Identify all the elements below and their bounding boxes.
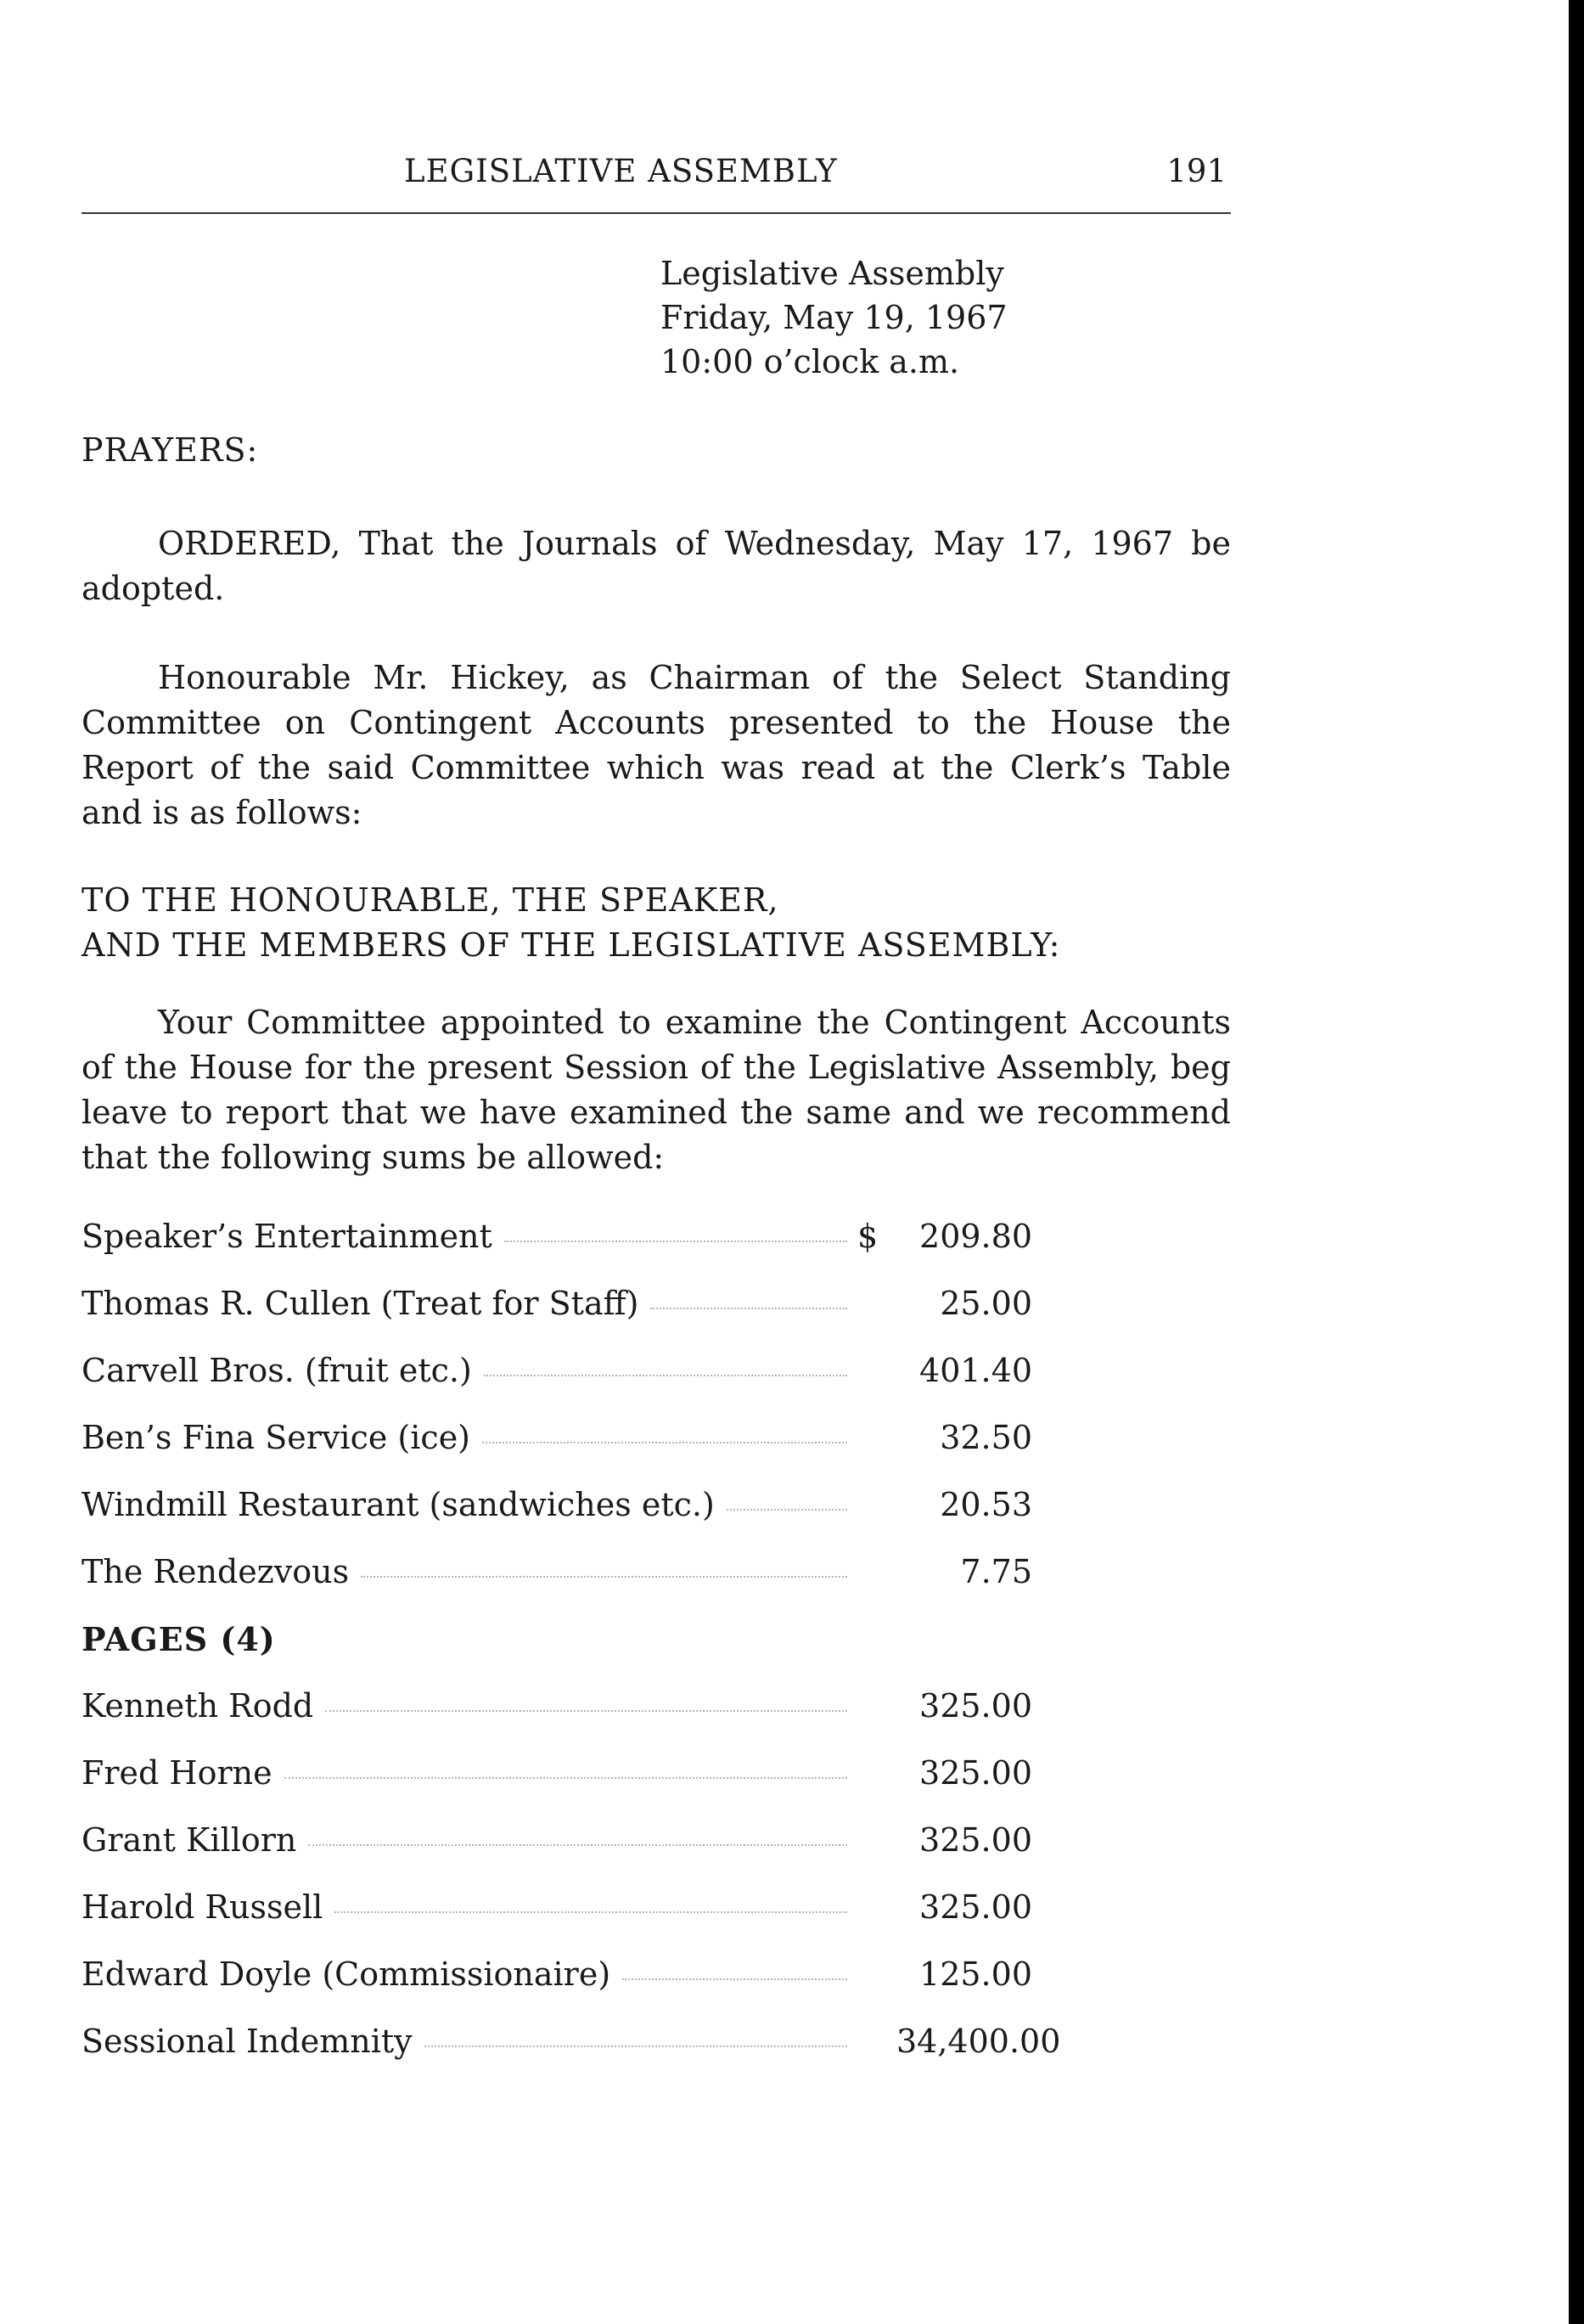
- page-number: 191: [1166, 153, 1227, 189]
- account-row: [81, 1553, 1032, 1620]
- account-label: Kenneth Rodd: [81, 1687, 314, 1725]
- dot-leader: [325, 1710, 847, 1712]
- currency-symbol: $: [857, 1218, 879, 1255]
- account-label: Grant Killorn: [81, 1821, 297, 1859]
- account-row: [81, 1352, 1032, 1419]
- account-label: Carvell Bros. (fruit etc.): [81, 1352, 472, 1389]
- sitting-place: Legislative Assembly: [660, 255, 1004, 292]
- address-line-2: AND THE MEMBERS OF THE LEGISLATIVE ASSEMBLY:: [81, 926, 1061, 964]
- account-row: [81, 1754, 1032, 1821]
- document-page: [81, 153, 1231, 2090]
- pages-heading: PAGES (4): [81, 1620, 276, 1658]
- dot-leader: [334, 1911, 847, 1913]
- account-row: [81, 1285, 1032, 1352]
- account-label: Windmill Restaurant (sandwiches etc.): [81, 1486, 715, 1523]
- account-label: Sessional Indemnity: [81, 2023, 413, 2060]
- account-label: Fred Horne: [81, 1754, 272, 1792]
- account-row: [81, 1218, 1032, 1285]
- account-row: [81, 1888, 1032, 1955]
- sitting-date: Friday, May 19, 1967: [660, 299, 1008, 336]
- account-label: The Rendezvous: [81, 1553, 350, 1590]
- account-amount: 325.00: [919, 1888, 1032, 1926]
- sitting-block: [660, 251, 1231, 384]
- account-label: Harold Russell: [81, 1888, 323, 1926]
- address-heading: [81, 878, 1231, 968]
- address-line-1: TO THE HONOURABLE, THE SPEAKER,: [81, 881, 779, 919]
- account-amount: 325.00: [919, 1821, 1032, 1859]
- report-presented-paragraph: Honourable Mr. Hickey, as Chairman of the Select Standing Committee on Contingent Accounts presented to the House the Report of the said Committee which was read at the Clerk’s Table and is as follows:: [81, 659, 1231, 831]
- account-row: [81, 2023, 1061, 2090]
- dot-leader: [284, 1777, 847, 1779]
- dot-leader: [361, 1576, 847, 1578]
- sitting-time: 10:00 o’clock a.m.: [660, 343, 960, 380]
- running-title: LEGISLATIVE ASSEMBLY: [404, 153, 838, 189]
- account-row: [81, 1687, 1032, 1754]
- account-amount: 401.40: [919, 1352, 1032, 1389]
- account-row: [81, 1955, 1032, 2023]
- committee-paragraph: Your Committee appointed to examine the Contingent Accounts of the House for the present Session of the Legislative Assembly, beg leave to report that we have examined the same and we recommend that the following sums be allowed:: [81, 1004, 1231, 1176]
- account-amount: 25.00: [940, 1285, 1032, 1322]
- account-row: [81, 1486, 1032, 1553]
- dot-leader: [650, 1308, 847, 1309]
- account-label: Edward Doyle (Commissionaire): [81, 1955, 611, 1993]
- dot-leader: [424, 2045, 847, 2047]
- dot-leader: [504, 1241, 847, 1242]
- account-amount: 20.53: [940, 1486, 1032, 1523]
- dot-leader: [484, 1375, 847, 1376]
- account-amount: 325.00: [919, 1687, 1032, 1725]
- dot-leader: [482, 1442, 847, 1443]
- dot-leader: [727, 1509, 847, 1511]
- prayers-heading: PRAYERS:: [81, 431, 259, 469]
- account-label: Ben’s Fina Service (ice): [81, 1419, 471, 1456]
- dot-leader: [308, 1844, 847, 1846]
- ordered-paragraph: ORDERED, That the Journals of Wednesday, May 17, 1967 be adopted.: [81, 525, 1231, 607]
- account-amount: 32.50: [940, 1419, 1032, 1456]
- account-row: [81, 1821, 1032, 1888]
- account-amount: 325.00: [919, 1754, 1032, 1792]
- account-amount: 34,400.00: [896, 2023, 1061, 2060]
- account-amount: 209.80: [919, 1218, 1032, 1255]
- account-amount: 7.75: [960, 1553, 1032, 1590]
- dot-leader: [622, 1978, 847, 1980]
- account-row: [81, 1419, 1032, 1486]
- accounts-list: [81, 1218, 1061, 2090]
- account-label: Thomas R. Cullen (Treat for Staff): [81, 1285, 639, 1322]
- account-amount: 125.00: [919, 1955, 1032, 1993]
- account-label: Speaker’s Entertainment: [81, 1218, 492, 1255]
- scan-edge: [1569, 0, 1584, 2324]
- running-header: [81, 153, 1231, 214]
